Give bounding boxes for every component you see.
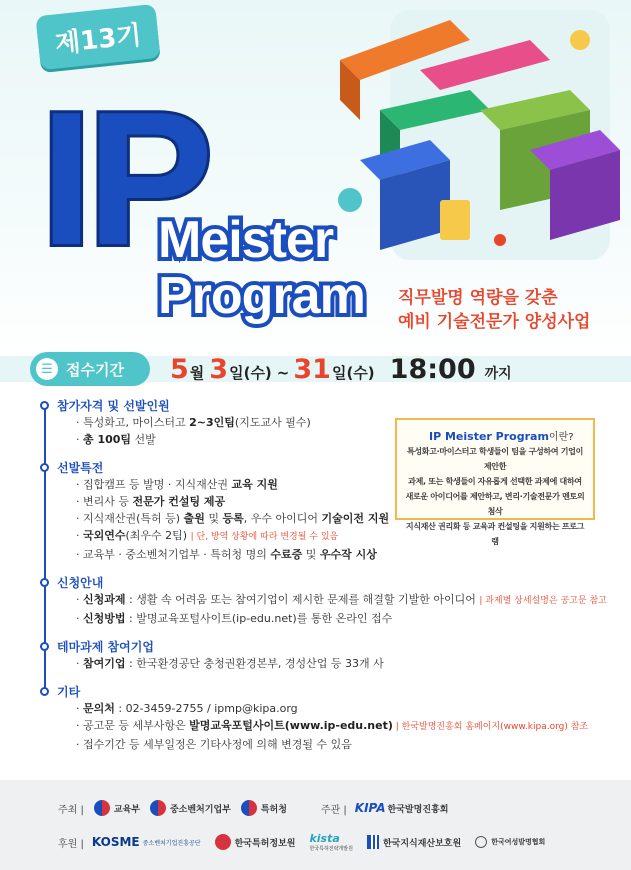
list-item: · 신청과제 : 생활 속 어려움 또는 참여기업이 제시한 문제를 해결할 기발한 아이디어 | 과제별 상세설명은 공고문 참고	[76, 593, 607, 606]
signup-month-unit: 월	[189, 364, 205, 382]
list-item: · 신청방법 : 발명교육포털사이트(ip-edu.net)를 통한 온라인 접수	[76, 612, 393, 625]
list-item: · 공고문 등 세부사항은 발명교육포털사이트(www.ip-edu.net) | 한국발명진흥회 홈페이지(www.kipa.org) 참조	[76, 719, 589, 732]
ip-title: IP	[40, 73, 208, 285]
list-item: · 특성화고, 마이스터고 2~3인팀(지도교사 필수)	[76, 416, 311, 429]
signup-label: 접수기간	[66, 360, 124, 379]
signup-start-unit: 일(수)	[229, 364, 272, 382]
list-item: · 접수기간 등 세부일정은 기타사정에 의해 변경될 수 있음	[76, 738, 352, 751]
program-title: Program	[158, 267, 365, 325]
koipa-bars-icon	[367, 835, 379, 849]
list-item: · 집합캠프 등 발명 · 지식재산권 교육 지원	[76, 478, 278, 491]
signup-end-unit: 일(수)	[331, 364, 375, 382]
kosme-sub: 중소벤처기업진흥공단	[142, 839, 201, 847]
tagline-line1: 직무발명 역량을 갖춘	[398, 288, 558, 308]
section-eligibility	[40, 396, 610, 448]
sponsor-label: 후원 |	[58, 838, 84, 850]
signup-start-day: 3	[209, 354, 229, 385]
kwia-emblem-icon	[475, 836, 487, 848]
edition-badge: 제13기	[36, 4, 161, 70]
content-sections	[40, 396, 610, 763]
info-box-line2: 과제, 또는 학생들이 자유롭게 선택한 과제에 대하여	[408, 477, 582, 486]
section-heading: 테마과제 참여기업	[40, 637, 610, 655]
kipo-logo: 특허청	[241, 800, 287, 816]
section-companies	[40, 637, 610, 672]
kosme-logo: KOSME	[91, 835, 140, 849]
info-box-line1: 특성화고·마이스터고 학생들이 팀을 구성하여 기업이 제안한	[406, 447, 584, 471]
kwia-logo: 한국여성발명협회	[475, 836, 545, 848]
section-heading: 선발특전	[40, 458, 610, 476]
kipi-logo: 한국특허정보원	[215, 834, 296, 850]
section-heading: 참가자격 및 선발인원	[40, 396, 610, 414]
signup-period-bar	[0, 352, 631, 386]
list-item: · 참여기업 : 한국환경공단 충청권환경본부, 경성산업 등 33개 사	[76, 657, 384, 670]
section-heading: 신청안내	[40, 573, 610, 591]
bullet-dot-icon	[40, 578, 49, 587]
bullet-dot-icon	[40, 463, 49, 472]
bullet-dot-icon	[40, 687, 49, 696]
korea-emblem-icon	[241, 800, 257, 816]
list-item: · 변리사 등 전문가 컨설팅 제공	[76, 495, 226, 508]
list-item: · 지식재산권(특허 등) 출원 및 등록, 우수 아이디어 기술이전 지원	[76, 512, 390, 525]
section-etc	[40, 682, 610, 753]
meister-title: Meister	[158, 211, 334, 269]
kipa-logo: KIPA	[354, 801, 386, 815]
list-item: · 총 100팀 선발	[76, 433, 156, 446]
list-item: · 국외연수(최우수 2팀) | 단, 방역 상황에 따라 변경될 수 있음	[76, 529, 339, 542]
poster-header	[0, 0, 631, 356]
organizer-label: 주관 |	[320, 804, 347, 816]
list-item: · 교육부 · 중소벤처기업부 · 특허청 명의 수료증 및 우수작 시상	[76, 548, 377, 561]
kista-logo: kista 한국특허전략개발원	[309, 832, 353, 852]
signup-time: 18:00	[389, 354, 476, 385]
kipi-emblem-icon	[215, 834, 231, 850]
mss-logo: 중소벤처기업부	[150, 800, 231, 816]
signup-end-day: 31	[293, 354, 331, 385]
info-box-line4: 지식재산 권리화 등 교육과 컨설팅을 지원하는 프로그램	[405, 522, 585, 546]
signup-month: 5	[170, 354, 189, 385]
info-box-title: IP Meister Program이란?	[429, 430, 574, 443]
document-icon: ☰	[36, 358, 58, 380]
section-heading: 기타	[40, 682, 610, 700]
host-row	[58, 800, 448, 816]
signup-label-pill	[30, 352, 150, 386]
host-label: 주최 |	[58, 804, 84, 816]
footer-logos	[0, 780, 631, 870]
bullet-dot-icon	[40, 401, 49, 410]
kipa-name: 한국발명진흥회	[387, 804, 449, 815]
bullet-dot-icon	[40, 642, 49, 651]
tagline	[398, 286, 590, 334]
signup-period	[170, 352, 513, 386]
korea-emblem-icon	[150, 800, 166, 816]
section-benefits	[40, 458, 610, 563]
signup-until: 까지	[484, 366, 512, 382]
list-item: · 문의처 : 02-3459-2755 / ipmp@kipa.org	[76, 702, 298, 715]
signup-tilde: ~	[276, 364, 290, 382]
tagline-line2: 예비 기술전문가 양성사업	[398, 312, 591, 332]
isometric-illustration	[300, 0, 631, 270]
info-box-line3: 새로운 아이디어를 제안하고, 변리·기술전문가 멘토의 첨삭	[405, 492, 585, 516]
korea-emblem-icon	[94, 800, 110, 816]
sponsor-row	[58, 832, 545, 852]
section-application	[40, 573, 610, 627]
koipa-logo: 한국지식재산보호원	[367, 835, 461, 849]
moe-logo: 교육부	[94, 800, 140, 816]
